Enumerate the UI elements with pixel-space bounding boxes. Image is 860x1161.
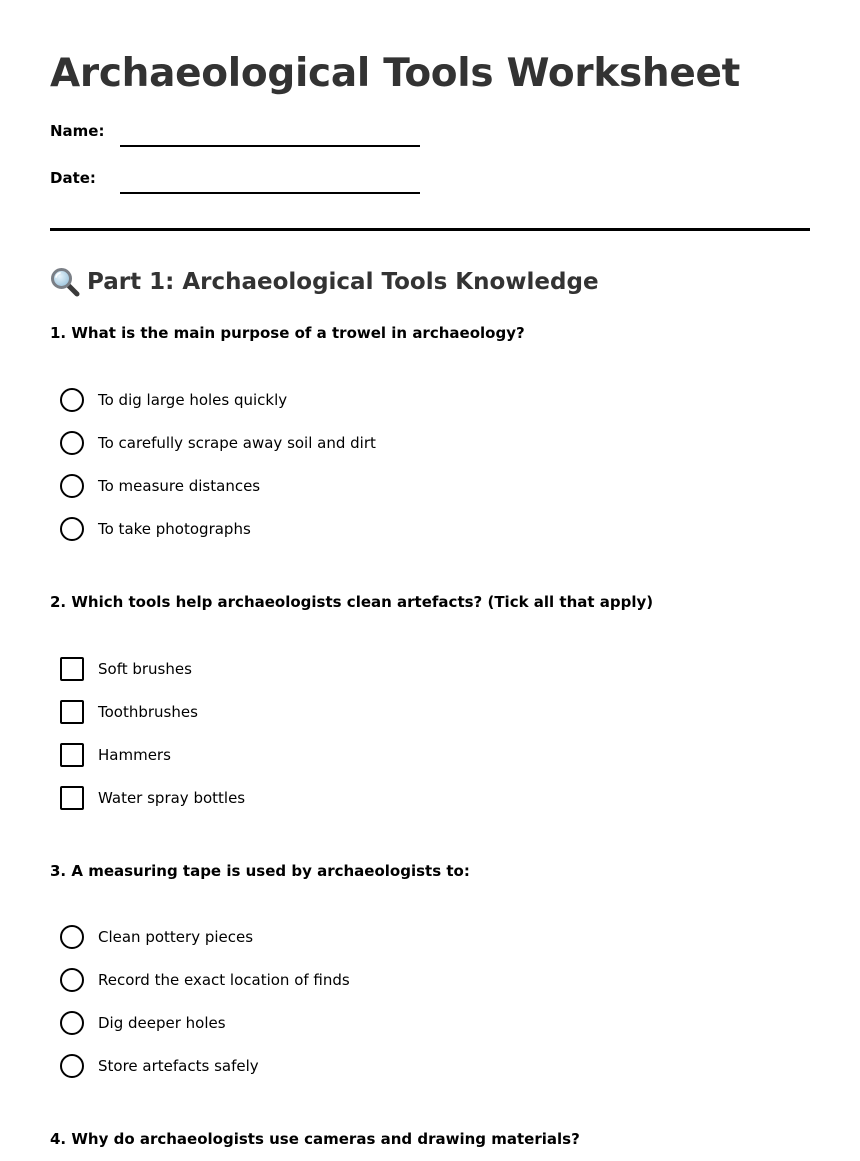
option-label: To carefully scrape away soil and dirt (98, 434, 376, 452)
option-label: Soft brushes (98, 660, 192, 678)
radio-button[interactable] (60, 517, 84, 541)
question-2-option-2[interactable] (60, 699, 660, 725)
option-label: Hammers (98, 746, 171, 764)
question-3-option-3[interactable] (60, 1010, 660, 1036)
name-label: Name: (50, 122, 105, 140)
header-divider (50, 228, 810, 231)
question-4 (50, 1128, 810, 1150)
question-1-text: 1. What is the main purpose of a trowel in archaeology? (50, 324, 525, 342)
page-title: Archaeological Tools Worksheet (50, 51, 740, 96)
date-label: Date: (50, 169, 96, 187)
question-1-option-1[interactable] (60, 387, 660, 413)
question-1-option-2[interactable] (60, 430, 660, 456)
checkbox[interactable] (60, 657, 84, 681)
question-3-option-4[interactable] (60, 1053, 660, 1079)
option-label: To measure distances (98, 477, 261, 495)
checkbox[interactable] (60, 743, 84, 767)
question-1 (50, 322, 810, 538)
radio-button[interactable] (60, 1054, 84, 1078)
question-3-option-2[interactable] (60, 967, 660, 993)
option-label: Clean pottery pieces (98, 928, 254, 946)
question-3 (50, 860, 810, 1075)
date-field[interactable] (120, 192, 420, 194)
question-3-text: 3. A measuring tape is used by archaeologists to: (50, 862, 470, 880)
radio-button[interactable] (60, 388, 84, 412)
option-label: Water spray bottles (98, 789, 246, 807)
radio-button[interactable] (60, 474, 84, 498)
question-2 (50, 591, 810, 807)
question-1-option-3[interactable] (60, 473, 660, 499)
question-1-option-4[interactable] (60, 516, 660, 542)
question-2-option-3[interactable] (60, 742, 660, 768)
magnifying-glass-icon (50, 267, 80, 297)
checkbox[interactable] (60, 700, 84, 724)
option-label: To dig large holes quickly (98, 391, 288, 409)
option-label: Store artefacts safely (98, 1057, 259, 1075)
question-2-option-1[interactable] (60, 656, 660, 682)
section-heading-part-1 (50, 266, 599, 298)
section-heading-text: Part 1: Archaeological Tools Knowledge (87, 269, 599, 295)
radio-button[interactable] (60, 431, 84, 455)
question-2-option-4[interactable] (60, 785, 660, 811)
name-field-row (50, 121, 470, 151)
option-label: Dig deeper holes (98, 1014, 226, 1032)
date-field-row (50, 168, 470, 198)
checkbox[interactable] (60, 786, 84, 810)
name-field[interactable] (120, 145, 420, 147)
question-4-text: 4. Why do archaeologists use cameras and drawing materials? (50, 1130, 580, 1148)
option-label: Toothbrushes (98, 703, 198, 721)
question-3-option-1[interactable] (60, 924, 660, 950)
radio-button[interactable] (60, 968, 84, 992)
radio-button[interactable] (60, 1011, 84, 1035)
radio-button[interactable] (60, 925, 84, 949)
question-2-text: 2. Which tools help archaeologists clean artefacts? (Tick all that apply) (50, 593, 654, 611)
option-label: Record the exact location of finds (98, 971, 350, 989)
option-label: To take photographs (98, 520, 251, 538)
